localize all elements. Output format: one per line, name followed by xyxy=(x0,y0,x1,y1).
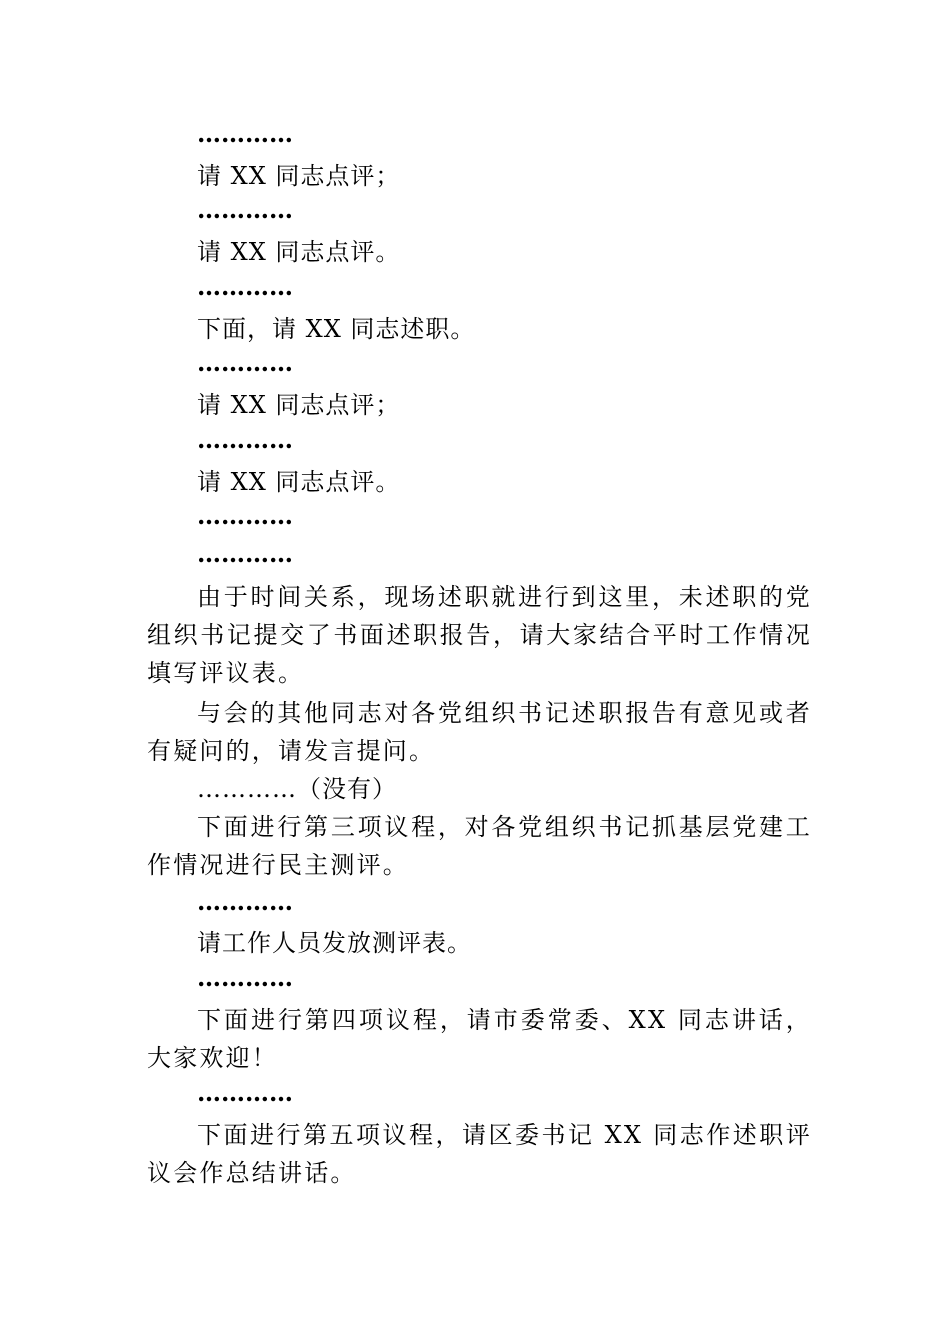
ellipsis-line: ………… xyxy=(197,501,293,530)
ellipsis-line: ………… xyxy=(197,272,293,301)
text-line: 请工作人员发放测评表。 xyxy=(197,929,472,957)
text-line: 请 XX 同志点评； xyxy=(197,162,401,190)
paragraph: 与会的其他同志对各党组织书记述职报告有意见或者有疑问的，请发言提问。 xyxy=(147,699,812,765)
ellipsis-line: ………… xyxy=(197,887,293,916)
ellipsis-line: ………… xyxy=(197,195,293,224)
ellipsis-line: ………… xyxy=(197,539,293,568)
text-line: 请 XX 同志点评； xyxy=(197,391,401,419)
paragraph: 下面进行第三项议程，对各党组织书记抓基层党建工作情况进行民主测评。 xyxy=(147,813,812,879)
paragraph: 下面进行第四项议程，请市委常委、XX 同志讲话，大家欢迎！ xyxy=(147,1006,812,1072)
text-line: 请 XX 同志点评。 xyxy=(197,238,401,266)
ellipsis-none-line: …………（没有） xyxy=(197,775,397,803)
text-line: 请 XX 同志点评。 xyxy=(197,468,401,496)
ellipsis-line: ………… xyxy=(197,119,293,148)
ellipsis-line: ………… xyxy=(197,425,293,454)
ellipsis-line: ………… xyxy=(197,963,293,992)
paragraph: 由于时间关系，现场述职就进行到这里，未述职的党组织书记提交了书面述职报告，请大家结合平时工作情况填写评议表。 xyxy=(147,583,812,687)
ellipsis-line: ………… xyxy=(197,348,293,377)
ellipsis-line: ………… xyxy=(197,1078,293,1107)
text-line: 下面，请 XX 同志述职。 xyxy=(197,315,476,343)
paragraph: 下面进行第五项议程，请区委书记 XX 同志作述职评议会作总结讲话。 xyxy=(147,1121,812,1187)
